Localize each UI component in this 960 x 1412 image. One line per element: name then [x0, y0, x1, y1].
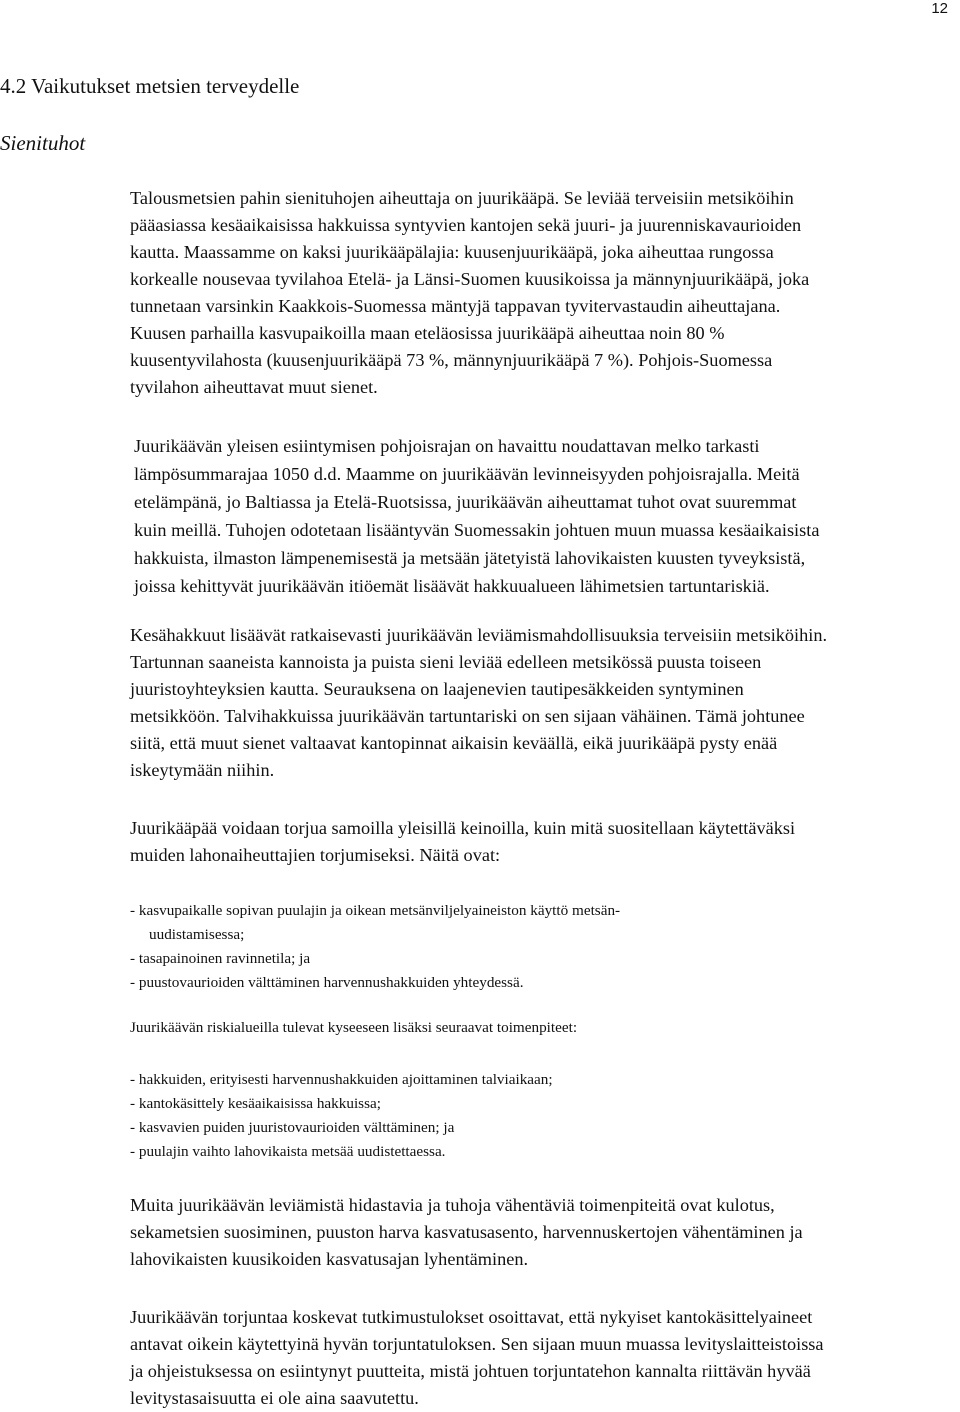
- text-line: hakkuista, ilmaston lämpenemisestä ja metsään jätetyistä lahovikaisten kuusten tyveyksistä,: [134, 548, 806, 568]
- text-line: korkealle nousevaa tyvilahoa Etelä- ja Länsi-Suomen kuusikoissa ja männynjuurikääpä, joka: [130, 269, 810, 289]
- text-line: kuin meillä. Tuhojen odotetaan lisääntyvän Suomessakin johtuen muun muassa kesäaikaisista: [134, 520, 820, 540]
- risk-measures-list: [130, 1068, 553, 1164]
- text-line: Juurikäävän torjuntaa koskevat tutkimustulokset osoittavat, että nykyiset kantokäsittelyaineet: [130, 1307, 813, 1327]
- text-line: lämpösummarajaa 1050 d.d. Maamme on juurikäävän levinneisyyden pohjoisrajalla. Meitä: [134, 464, 800, 484]
- paragraph-4: [130, 815, 960, 869]
- text-line: kautta. Maassamme on kaksi juurikääpälajia: kuusenjuurikääpä, joka aiheuttaa rungossa: [130, 242, 774, 262]
- list-item: - hakkuiden, erityisesti harvennushakkuiden ajoittaminen talviaikaan;: [130, 1071, 553, 1088]
- subsection-heading: Sienituhot: [0, 131, 86, 155]
- page-number: 12: [931, 0, 948, 17]
- text-line: antavat oikein käytettyinä hyvän torjuntatuloksen. Sen sijaan muun muassa levityslaitteistoissa: [130, 1334, 824, 1354]
- paragraph-2: [134, 432, 960, 600]
- text-line: pääasiassa kesäaikaisissa hakkuissa syntyvien kantojen sekä juuri- ja juurenniskavaurioiden: [130, 215, 802, 235]
- text-line: muiden lahonaiheuttajien torjumiseksi. Näitä ovat:: [130, 845, 501, 865]
- text-line: joissa kehittyvät juurikäävän itiöemät lisäävät hakkuualueen lähimetsien tartuntariskiä.: [134, 576, 770, 596]
- list-item: - kasvavien puiden juuristovaurioiden välttäminen; ja: [130, 1119, 455, 1136]
- text-line: metsikköön. Talvihakkuissa juurikäävän tartuntariski on sen sijaan vähäinen. Tämä johtunee: [130, 706, 805, 726]
- paragraph-3: [130, 622, 960, 784]
- text-line: siitä, että muut sienet valtaavat kantopinnat aikaisin keväällä, eikä juurikääpä pysty enää: [130, 733, 778, 753]
- text-line: Talousmetsien pahin sienituhojen aiheuttaja on juurikääpä. Se leviää terveisiin metsiköihin: [130, 188, 794, 208]
- text-line: Kesähakkuut lisäävät ratkaisevasti juurikäävän leviämismahdollisuuksia terveisiin metsiköihin.: [130, 625, 828, 645]
- paragraph-1: [130, 185, 960, 401]
- list-item: - kantokäsittely kesäaikaisissa hakkuissa;: [130, 1095, 381, 1112]
- paragraph-6: [130, 1304, 960, 1412]
- risk-area-intro: Juurikäävän riskialueilla tulevat kyseeseen lisäksi seuraavat toimenpiteet:: [130, 1019, 578, 1036]
- text-line: sekametsien suosiminen, puuston harva kasvatusasento, harvennuskertojen vähentäminen ja: [130, 1222, 803, 1242]
- list-item: - kasvupaikalle sopivan puulajin ja oikean metsänviljelyaineiston käyttö metsän-: [130, 902, 621, 919]
- text-line: tunnetaan varsinkin Kaakkois-Suomessa mäntyjä tappavan tyvitervastaudin aiheuttajana.: [130, 296, 781, 316]
- text-line: Juurikääpää voidaan torjua samoilla yleisillä keinoilla, kuin mitä suositellaan käytettäväksi: [130, 818, 796, 838]
- section-heading: 4.2 Vaikutukset metsien terveydelle: [0, 74, 300, 98]
- list-item-continuation: uudistamisessa;: [149, 926, 245, 943]
- text-line: levitystasaisuutta ei ole aina saavutettu.: [130, 1388, 419, 1408]
- text-line: Tartunnan saaneista kannoista ja puista sieni leviää edelleen metsikössä puusta toiseen: [130, 652, 762, 672]
- list-item: - tasapainoinen ravinnetila; ja: [130, 950, 311, 967]
- list-item: - puustovaurioiden välttäminen harvennushakkuiden yhteydessä.: [130, 974, 524, 991]
- list-item: - puulajin vaihto lahovikaista metsää uudistettaessa.: [130, 1143, 446, 1160]
- text-line: Juurikäävän yleisen esiintymisen pohjoisrajan on havaittu noudattavan melko tarkasti: [134, 436, 760, 456]
- text-line: ja ohjeistuksessa on esiintynyt puutteita, mistä johtuen torjuntatehon kannalta riittävän hyvää: [130, 1361, 811, 1381]
- text-line: Muita juurikäävän leviämistä hidastavia ja tuhoja vähentäviä toimenpiteitä ovat kulotus,: [130, 1195, 775, 1215]
- measures-list: [130, 899, 620, 995]
- text-line: etelämpänä, jo Baltiassa ja Etelä-Ruotsissa, juurikäävän aiheuttamat tuhot ovat suuremmat: [134, 492, 797, 512]
- text-line: juuristoyhteyksien kautta. Seurauksena on laajenevien tautipesäkkeiden syntyminen: [130, 679, 744, 699]
- text-line: tyvilahon aiheuttavat muut sienet.: [130, 377, 378, 397]
- text-line: Kuusen parhailla kasvupaikoilla maan eteläosissa juurikääpä aiheuttaa noin 80 %: [130, 323, 725, 343]
- text-line: iskeytymään niihin.: [130, 760, 275, 780]
- text-line: lahovikaisten kuusikoiden kasvatusajan lyhentäminen.: [130, 1249, 529, 1269]
- paragraph-5: [130, 1192, 960, 1273]
- text-line: kuusentyvilahosta (kuusenjuurikääpä 73 %, männynjuurikääpä 7 %). Pohjois-Suomessa: [130, 350, 773, 370]
